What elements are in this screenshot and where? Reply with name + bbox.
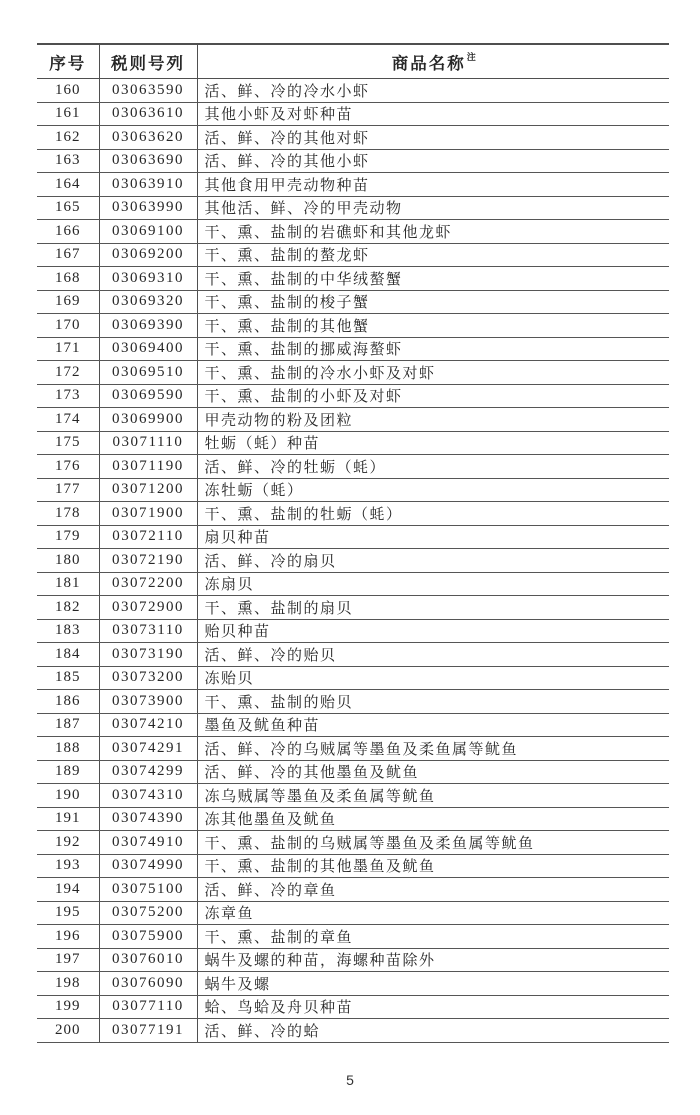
tariff-code-cell: 03074310	[99, 784, 197, 808]
tariff-code-cell: 03075200	[99, 901, 197, 925]
product-name-cell: 活、鲜、冷的乌贼属等墨鱼及柔鱼属等鱿鱼	[197, 737, 669, 761]
serial-cell: 198	[37, 972, 99, 996]
product-name-cell: 干、熏、盐制的冷水小虾及对虾	[197, 361, 669, 385]
tariff-code-cell: 03071190	[99, 455, 197, 479]
table-body	[37, 79, 669, 1043]
table-row	[37, 126, 669, 150]
product-name-cell: 冻其他墨鱼及鱿鱼	[197, 807, 669, 831]
serial-cell: 191	[37, 807, 99, 831]
tariff-code-cell: 03069510	[99, 361, 197, 385]
serial-cell: 173	[37, 384, 99, 408]
serial-cell: 165	[37, 196, 99, 220]
tariff-code-cell: 03069100	[99, 220, 197, 244]
serial-cell: 193	[37, 854, 99, 878]
tariff-table	[37, 43, 669, 1043]
table-row	[37, 995, 669, 1019]
table-row	[37, 243, 669, 267]
tariff-code-cell: 03074299	[99, 760, 197, 784]
table-row	[37, 619, 669, 643]
table-row	[37, 690, 669, 714]
table-row	[37, 549, 669, 573]
table-row	[37, 196, 669, 220]
product-name-cell: 干、熏、盐制的章鱼	[197, 925, 669, 949]
product-name-cell: 扇贝种苗	[197, 525, 669, 549]
product-name-cell: 干、熏、盐制的梭子蟹	[197, 290, 669, 314]
product-name-cell: 活、鲜、冷的其他墨鱼及鱿鱼	[197, 760, 669, 784]
tariff-code-cell: 03063910	[99, 173, 197, 197]
product-name-cell: 蛤、鸟蛤及舟贝种苗	[197, 995, 669, 1019]
table-row	[37, 79, 669, 103]
table-row	[37, 572, 669, 596]
product-name-cell: 其他食用甲壳动物种苗	[197, 173, 669, 197]
serial-cell: 169	[37, 290, 99, 314]
tariff-code-cell: 03074990	[99, 854, 197, 878]
serial-cell: 172	[37, 361, 99, 385]
serial-cell: 162	[37, 126, 99, 150]
serial-cell: 196	[37, 925, 99, 949]
serial-cell: 180	[37, 549, 99, 573]
table-row	[37, 878, 669, 902]
table-row	[37, 737, 669, 761]
product-name-cell: 冻章鱼	[197, 901, 669, 925]
serial-cell: 182	[37, 596, 99, 620]
serial-cell: 174	[37, 408, 99, 432]
serial-cell: 186	[37, 690, 99, 714]
table-row	[37, 337, 669, 361]
table-row	[37, 102, 669, 126]
tariff-code-cell: 03063690	[99, 149, 197, 173]
serial-cell: 168	[37, 267, 99, 291]
tariff-code-cell: 03075900	[99, 925, 197, 949]
product-name-cell: 干、熏、盐制的其他墨鱼及鱿鱼	[197, 854, 669, 878]
table-row	[37, 596, 669, 620]
product-name-cell: 活、鲜、冷的蛤	[197, 1019, 669, 1043]
tariff-code-cell: 03074291	[99, 737, 197, 761]
table-row	[37, 948, 669, 972]
column-header-tariff-code	[99, 44, 197, 79]
product-name-cell: 干、熏、盐制的乌贼属等墨鱼及柔鱼属等鱿鱼	[197, 831, 669, 855]
product-name-cell: 活、鲜、冷的扇贝	[197, 549, 669, 573]
column-header-serial	[37, 44, 99, 79]
product-name-cell: 活、鲜、冷的其他小虾	[197, 149, 669, 173]
table-row	[37, 760, 669, 784]
serial-cell: 185	[37, 666, 99, 690]
table-row	[37, 854, 669, 878]
table-row	[37, 643, 669, 667]
tariff-code-cell: 03072190	[99, 549, 197, 573]
column-header-serial-label: 序号	[49, 53, 87, 73]
serial-cell: 166	[37, 220, 99, 244]
tariff-code-cell: 03077191	[99, 1019, 197, 1043]
product-name-cell: 干、熏、盐制的小虾及对虾	[197, 384, 669, 408]
product-name-cell: 干、熏、盐制的中华绒螯蟹	[197, 267, 669, 291]
table-row	[37, 267, 669, 291]
serial-cell: 175	[37, 431, 99, 455]
tariff-code-cell: 03076090	[99, 972, 197, 996]
tariff-code-cell: 03069900	[99, 408, 197, 432]
tariff-code-cell: 03073110	[99, 619, 197, 643]
column-header-tariff-code-label: 税则号列	[111, 53, 185, 73]
tariff-code-cell: 03069320	[99, 290, 197, 314]
table-row	[37, 807, 669, 831]
product-name-cell: 贻贝种苗	[197, 619, 669, 643]
table-row	[37, 431, 669, 455]
serial-cell: 164	[37, 173, 99, 197]
product-name-cell: 干、熏、盐制的螯龙虾	[197, 243, 669, 267]
table-row	[37, 314, 669, 338]
serial-cell: 181	[37, 572, 99, 596]
page-number: 5	[346, 1072, 354, 1088]
serial-cell: 179	[37, 525, 99, 549]
table-row	[37, 525, 669, 549]
product-name-cell: 冻牡蛎（蚝）	[197, 478, 669, 502]
serial-cell: 176	[37, 455, 99, 479]
tariff-code-cell: 03063610	[99, 102, 197, 126]
product-name-cell: 冻扇贝	[197, 572, 669, 596]
table-row	[37, 455, 669, 479]
product-name-cell: 蜗牛及螺	[197, 972, 669, 996]
table-header-row	[37, 44, 669, 79]
product-name-cell: 干、熏、盐制的挪威海螯虾	[197, 337, 669, 361]
product-name-cell: 墨鱼及鱿鱼种苗	[197, 713, 669, 737]
product-name-cell: 冻贻贝	[197, 666, 669, 690]
table-row	[37, 149, 669, 173]
tariff-code-cell: 03071900	[99, 502, 197, 526]
serial-cell: 194	[37, 878, 99, 902]
product-name-cell: 活、鲜、冷的章鱼	[197, 878, 669, 902]
product-name-cell: 牡蛎（蚝）种苗	[197, 431, 669, 455]
table-row	[37, 925, 669, 949]
table-row	[37, 972, 669, 996]
product-name-cell: 活、鲜、冷的冷水小虾	[197, 79, 669, 103]
tariff-code-cell: 03069590	[99, 384, 197, 408]
serial-cell: 171	[37, 337, 99, 361]
product-name-cell: 干、熏、盐制的贻贝	[197, 690, 669, 714]
tariff-code-cell: 03077110	[99, 995, 197, 1019]
product-name-cell: 活、鲜、冷的其他对虾	[197, 126, 669, 150]
table-row	[37, 408, 669, 432]
tariff-code-cell: 03071110	[99, 431, 197, 455]
tariff-code-cell: 03063990	[99, 196, 197, 220]
serial-cell: 200	[37, 1019, 99, 1043]
tariff-code-cell: 03073190	[99, 643, 197, 667]
product-name-cell: 干、熏、盐制的牡蛎（蚝）	[197, 502, 669, 526]
table-row	[37, 901, 669, 925]
tariff-code-cell: 03069390	[99, 314, 197, 338]
tariff-code-cell: 03075100	[99, 878, 197, 902]
column-header-product-name-label: 商品名称	[391, 53, 466, 73]
tariff-code-cell: 03072200	[99, 572, 197, 596]
serial-cell: 160	[37, 79, 99, 103]
column-header-product-name	[197, 44, 669, 79]
serial-cell: 195	[37, 901, 99, 925]
product-name-cell: 其他活、鲜、冷的甲壳动物	[197, 196, 669, 220]
serial-cell: 161	[37, 102, 99, 126]
tariff-code-cell: 03069310	[99, 267, 197, 291]
table-row	[37, 713, 669, 737]
tariff-code-cell: 03063620	[99, 126, 197, 150]
table-row	[37, 384, 669, 408]
table-row	[37, 666, 669, 690]
serial-cell: 163	[37, 149, 99, 173]
tariff-code-cell: 03076010	[99, 948, 197, 972]
product-name-cell: 其他小虾及对虾种苗	[197, 102, 669, 126]
serial-cell: 190	[37, 784, 99, 808]
serial-cell: 189	[37, 760, 99, 784]
serial-cell: 188	[37, 737, 99, 761]
serial-cell: 197	[37, 948, 99, 972]
table-row	[37, 784, 669, 808]
tariff-code-cell: 03072110	[99, 525, 197, 549]
note-superscript: 注	[466, 52, 476, 62]
serial-cell: 167	[37, 243, 99, 267]
product-name-cell: 干、熏、盐制的岩礁虾和其他龙虾	[197, 220, 669, 244]
product-name-cell: 干、熏、盐制的其他蟹	[197, 314, 669, 338]
product-name-cell: 甲壳动物的粉及团粒	[197, 408, 669, 432]
tariff-code-cell: 03072900	[99, 596, 197, 620]
tariff-code-cell: 03074390	[99, 807, 197, 831]
product-name-cell: 蜗牛及螺的种苗，海螺种苗除外	[197, 948, 669, 972]
table-row	[37, 1019, 669, 1043]
serial-cell: 178	[37, 502, 99, 526]
product-name-cell: 干、熏、盐制的扇贝	[197, 596, 669, 620]
tariff-code-cell: 03074910	[99, 831, 197, 855]
table-row	[37, 290, 669, 314]
table-row	[37, 502, 669, 526]
tariff-code-cell: 03063590	[99, 79, 197, 103]
serial-cell: 177	[37, 478, 99, 502]
product-name-cell: 冻乌贼属等墨鱼及柔鱼属等鱿鱼	[197, 784, 669, 808]
table-row	[37, 478, 669, 502]
table-row	[37, 831, 669, 855]
tariff-code-cell: 03073200	[99, 666, 197, 690]
product-name-cell: 活、鲜、冷的牡蛎（蚝）	[197, 455, 669, 479]
tariff-code-cell: 03071200	[99, 478, 197, 502]
serial-cell: 170	[37, 314, 99, 338]
serial-cell: 192	[37, 831, 99, 855]
tariff-code-cell: 03073900	[99, 690, 197, 714]
tariff-code-cell: 03069400	[99, 337, 197, 361]
table-row	[37, 173, 669, 197]
serial-cell: 187	[37, 713, 99, 737]
tariff-code-cell: 03074210	[99, 713, 197, 737]
serial-cell: 183	[37, 619, 99, 643]
product-name-cell: 活、鲜、冷的贻贝	[197, 643, 669, 667]
serial-cell: 184	[37, 643, 99, 667]
tariff-code-cell: 03069200	[99, 243, 197, 267]
serial-cell: 199	[37, 995, 99, 1019]
table-row	[37, 361, 669, 385]
table-row	[37, 220, 669, 244]
